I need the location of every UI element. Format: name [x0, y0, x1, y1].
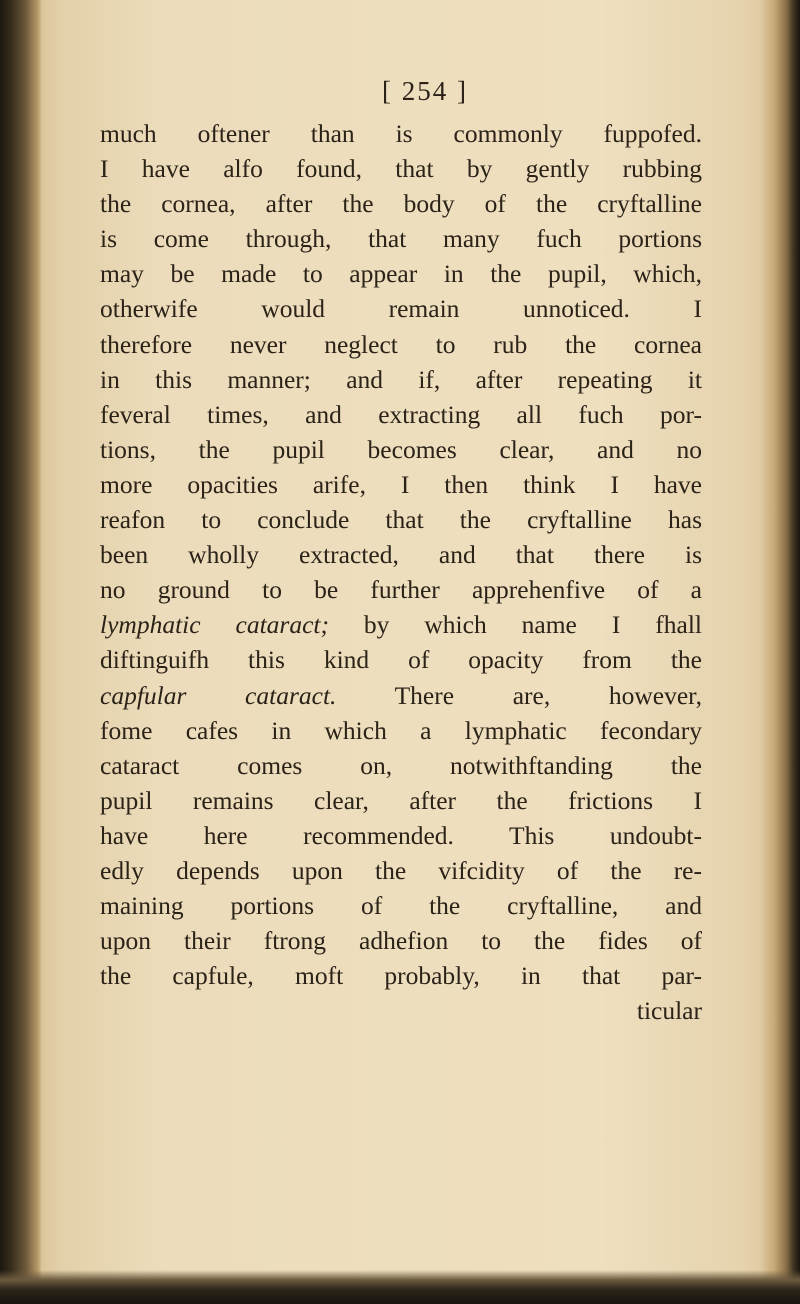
text-line: have here recommended. This undoubt- [100, 820, 702, 850]
text-line: much oftener than is commonly fuppofed. [100, 119, 702, 148]
text-line: reafon to conclude that the cryftalline has [100, 505, 702, 535]
text-line: upon their ftrong adhefion to the fides of [100, 926, 702, 956]
text-line: been wholly extracted, and that there is [100, 540, 702, 570]
text-line: cataract comes on, notwithftanding the [100, 750, 702, 780]
text-line: the cornea, after the body of the cryftalline [100, 189, 702, 219]
text-line [100, 607, 702, 642]
catchword: ticular [636, 996, 702, 1026]
page-edge-shadow [760, 0, 800, 1304]
text-line: maining portions of the cryftalline, and [100, 891, 702, 921]
line-rest: There are, however, [336, 680, 702, 710]
text-line: pupil remains clear, after the frictions I [100, 785, 702, 815]
text-line: the capfule, moft probably, in that par- [100, 961, 702, 991]
page-bottom-shadow [0, 1270, 800, 1304]
text-line: is come through, that many fuch portions [100, 224, 702, 254]
body-text [100, 116, 702, 1028]
text-line: feveral times, and extracting all fuch por- [100, 399, 702, 429]
italic-term: lymphatic cataract; [100, 610, 329, 640]
italic-term: capfular cataract. [100, 680, 337, 710]
line-rest: by which name I fhall [328, 610, 702, 640]
text-line: otherwife would remain unnoticed. I [100, 294, 702, 324]
text-line: I have alfo found, that by gently rubbing [100, 154, 702, 184]
text-line: may be made to appear in the pupil, which, [100, 259, 702, 289]
text-line [100, 678, 702, 713]
text-line: edly depends upon the vifcidity of the re- [100, 855, 702, 885]
text-line: no ground to be further apprehenfive of a [100, 575, 702, 605]
text-line: therefore never neglect to rub the cornea [100, 329, 702, 359]
text-line: fome cafes in which a lymphatic fecondary [100, 715, 702, 745]
text-line: more opacities arife, I then think I have [100, 469, 702, 499]
page-number-header: [ 254 ] [382, 76, 468, 106]
text-line: tions, the pupil becomes clear, and no [100, 434, 702, 464]
page-gutter-shadow [0, 0, 42, 1304]
text-line: in this manner; and if, after repeating it [100, 364, 702, 394]
text-line: diftinguifh this kind of opacity from the [100, 645, 702, 675]
